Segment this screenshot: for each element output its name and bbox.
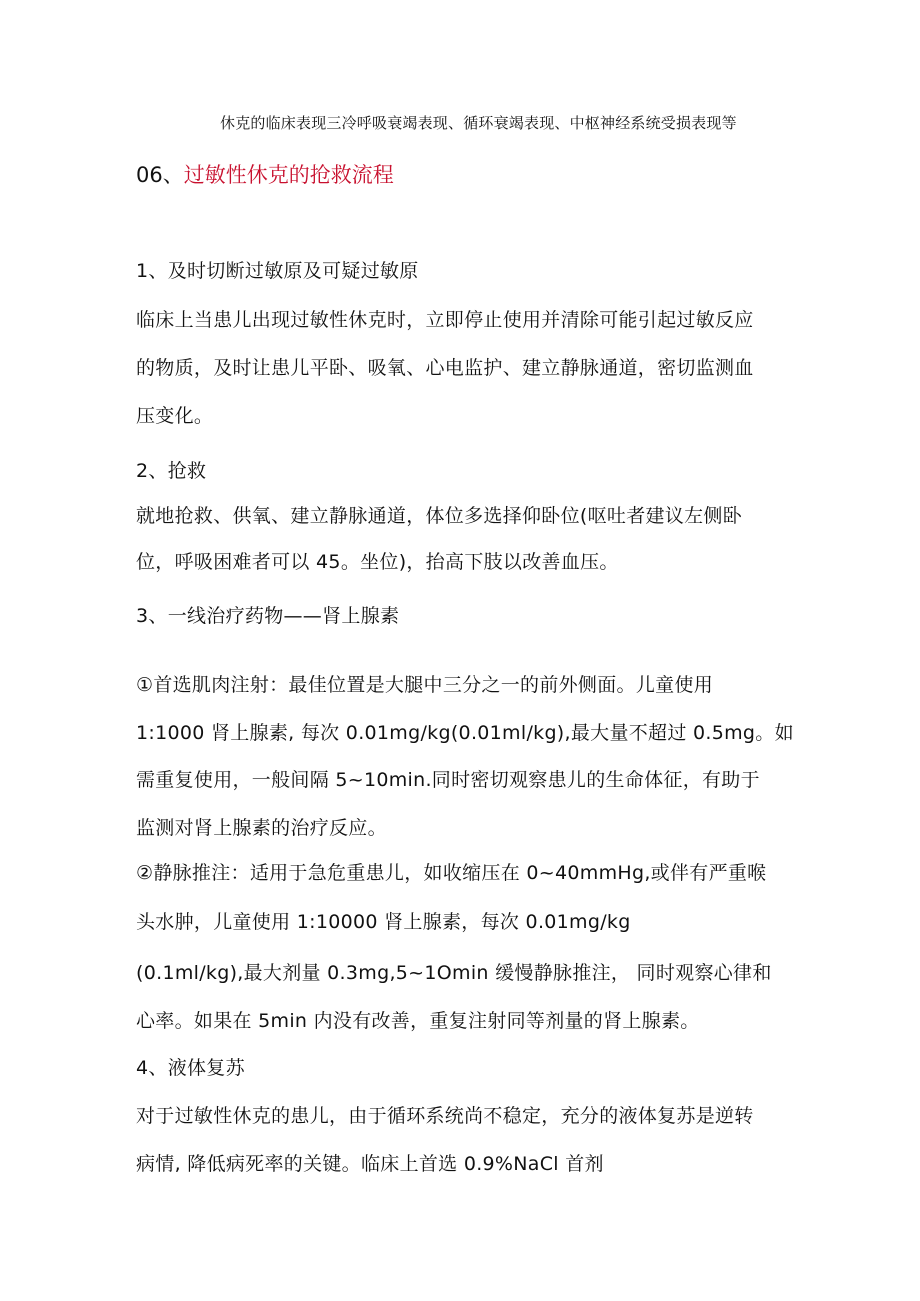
- s3-p1-line-2: 1:1000 肾上腺素, 每次 0.01mg/kg(0.01ml/kg),最大量不超过 0.5mg。如: [136, 722, 794, 744]
- section-title-text: 过敏性休克的抢救流程: [183, 163, 394, 187]
- s1-line-2: 的物质，及时让患儿平卧、吸氧、心电监护、建立静脉通道，密切监测血: [136, 357, 754, 379]
- s2-line-1: 就地抢救、供氧、建立静脉通道，体位多选择仰卧位(呕吐者建议左侧卧: [136, 505, 743, 527]
- s3-p1-line-1: ①首选肌肉注射：最佳位置是大腿中三分之一的前外侧面。儿童使用: [136, 674, 714, 696]
- s3-p2-line-4: 心率。如果在 5min 内没有改善，重复注射同等剂量的肾上腺素。: [136, 1010, 700, 1032]
- s2-line-2: 位，呼吸困难者可以 45。坐位)，抬高下肢以改善血压。: [136, 551, 619, 573]
- section-title: [136, 161, 394, 189]
- s1-line-1: 临床上当患儿出现过敏性休克时，立即停止使用并清除可能引起过敏反应: [136, 309, 754, 331]
- s3-p1-line-3: 需重复使用，一般间隔 5~10min.同时密切观察患儿的生命体征，有助于: [136, 769, 760, 791]
- s3-p2-line-3: (0.1ml/kg),最大剂量 0.3mg,5~1Omin 缓慢静脉推注， 同时观察心律和: [136, 962, 772, 984]
- s3-p1-line-4: 监测对肾上腺素的治疗反应。: [136, 817, 387, 839]
- s3-heading: 3、一线治疗药物——肾上腺素: [136, 605, 400, 627]
- s3-p2-line-1: ②静脉推注：适用于急危重患儿，如收缩压在 0~40mmHg,或伴有严重喉: [136, 862, 767, 884]
- section-number: 06、: [136, 163, 184, 187]
- s2-heading: 2、抢救: [136, 460, 207, 482]
- s3-p2-line-2: 头水肿，儿童使用 1:10000 肾上腺素，每次 0.01mg/kg: [136, 911, 631, 933]
- top-note: 休克的临床表现三冷呼吸衰竭表现、循环衰竭表现、中枢神经系统受损表现等: [220, 114, 737, 132]
- s1-line-3: 压变化。: [136, 405, 214, 427]
- s4-line-1: 对于过敏性休克的患儿，由于循环系统尚不稳定，充分的液体复苏是逆转: [136, 1105, 754, 1127]
- s1-heading: 1、及时切断过敏原及可疑过敏原: [136, 260, 419, 282]
- s4-heading: 4、液体复苏: [136, 1057, 245, 1079]
- s4-line-2: 病情, 降低病死率的关键。临床上首选 0.9%NaCl 首剂: [136, 1153, 604, 1175]
